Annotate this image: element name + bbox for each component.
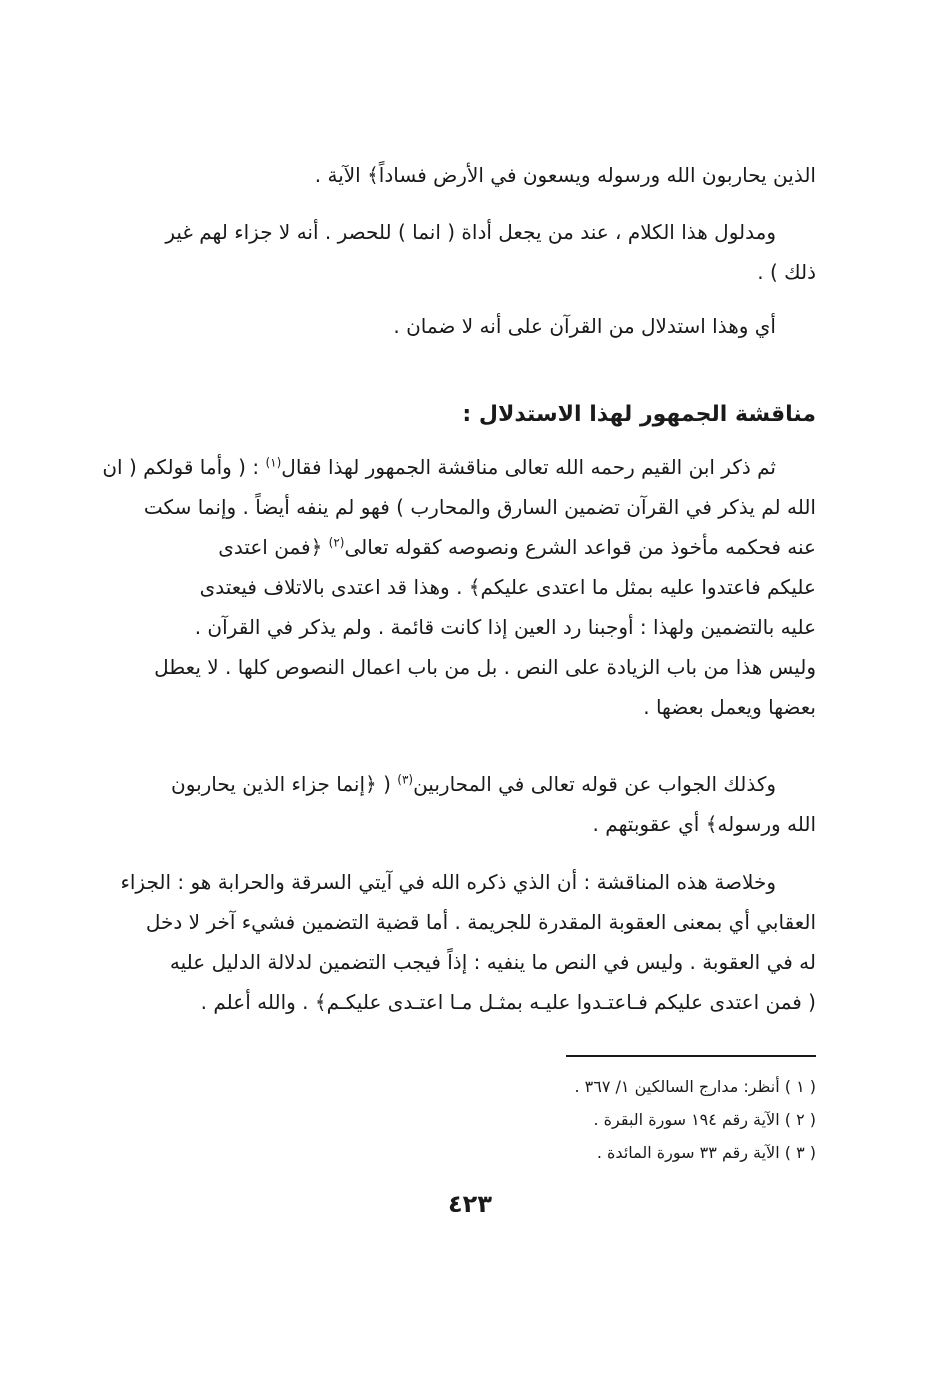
text-segment: : ( وأما قولكم ( ان xyxy=(102,455,266,479)
text-line: الذين يحاربون الله ورسوله ويسعون في الأرض فساداً﴾ الآية . xyxy=(314,163,816,187)
text-line: عليه بالتضمين ولهذا : أوجبنا رد العين إذا كانت قائمة . ولم يذكر في القرآن . xyxy=(194,615,816,639)
text-line: الله ورسوله﴾ أي عقوبتهم . xyxy=(592,812,816,836)
footnote-separator xyxy=(566,1055,816,1057)
text-line: ذلك ) . xyxy=(757,260,816,284)
text-line: أي وهذا استدلال من القرآن على أنه لا ضمان . xyxy=(393,314,776,338)
paragraph-conclusion xyxy=(116,306,816,346)
footnote: ( ٣ ) الآية رقم ٣٣ سورة المائدة . xyxy=(596,1143,816,1162)
text-line: وخلاصة هذه المناقشة : أن الذي ذكره الله في آيتي السرقة والحرابة هو : الجزاء xyxy=(120,870,776,894)
footnote-ref: (٢) xyxy=(328,535,345,550)
text-segment: ( ﴿إنما جزاء الذين يحاربون xyxy=(171,772,398,796)
footnote-ref: (١) xyxy=(265,455,282,470)
text-line: بعضها ويعمل بعضها . xyxy=(643,695,816,719)
text-line xyxy=(116,764,816,804)
text-segment: عنه فحكمه مأخوذ من قواعد الشرع ونصوصه كقوله تعالى xyxy=(344,535,816,559)
section-heading: مناقشة الجمهور لهذا الاستدلال : xyxy=(462,402,816,427)
text-segment: ثم ذكر ابن القيم رحمه الله تعالى مناقشة الجمهور لهذا فقال xyxy=(281,455,776,479)
text-line: وليس هذا من باب الزيادة على النص . بل من باب اعمال النصوص كلها . لا يعطل xyxy=(154,655,816,679)
paragraph-ibn-alqayyim xyxy=(102,447,816,727)
footnotes xyxy=(416,1070,816,1169)
text-line: ومدلول هذا الكلام ، عند من يجعل أداة ( انما ) للحصر . أنه لا جزاء لهم غير xyxy=(165,220,776,244)
text-line: له في العقوبة . وليس في النص ما ينفيه : إذاً فيجب التضمين لدلالة الدليل عليه xyxy=(169,950,816,974)
text-segment: ﴿فمن اعتدى xyxy=(218,535,329,559)
paragraph-summary xyxy=(116,862,816,1022)
footnote: ( ١ ) أنظر: مدارج السالكين ١/ ٣٦٧ . xyxy=(574,1077,816,1096)
paragraph-verse-continuation xyxy=(116,155,816,195)
text-line xyxy=(116,527,816,567)
text-segment: وكذلك الجواب عن قوله تعالى في المحاربين xyxy=(413,772,776,796)
footnote-ref: (٣) xyxy=(397,772,414,787)
text-line xyxy=(102,447,816,487)
text-line: العقابي أي بمعنى العقوبة المقدرة للجريمة . أما قضية التضمين فشيء آخر لا دخل xyxy=(145,910,816,934)
paragraph-meaning xyxy=(116,212,816,292)
paragraph-muharibin xyxy=(116,764,816,844)
footnote: ( ٢ ) الآية رقم ١٩٤ سورة البقرة . xyxy=(593,1110,816,1129)
page-number: ٤٢٣ xyxy=(448,1190,492,1218)
text-line: ( فمن اعتدى عليكم فـاعتـدوا عليـه بمثـل مـا اعتـدى عليكـم﴾ . والله أعلم . xyxy=(200,990,816,1014)
text-line: عليكم فاعتدوا عليه بمثل ما اعتدى عليكم﴾ . وهذا قد اعتدى بالاتلاف فيعتدى xyxy=(199,575,816,599)
text-line: الله لم يذكر في القرآن تضمين السارق والمحارب ) فهو لم ينفه أيضاً . وإنما سكت xyxy=(143,495,816,519)
